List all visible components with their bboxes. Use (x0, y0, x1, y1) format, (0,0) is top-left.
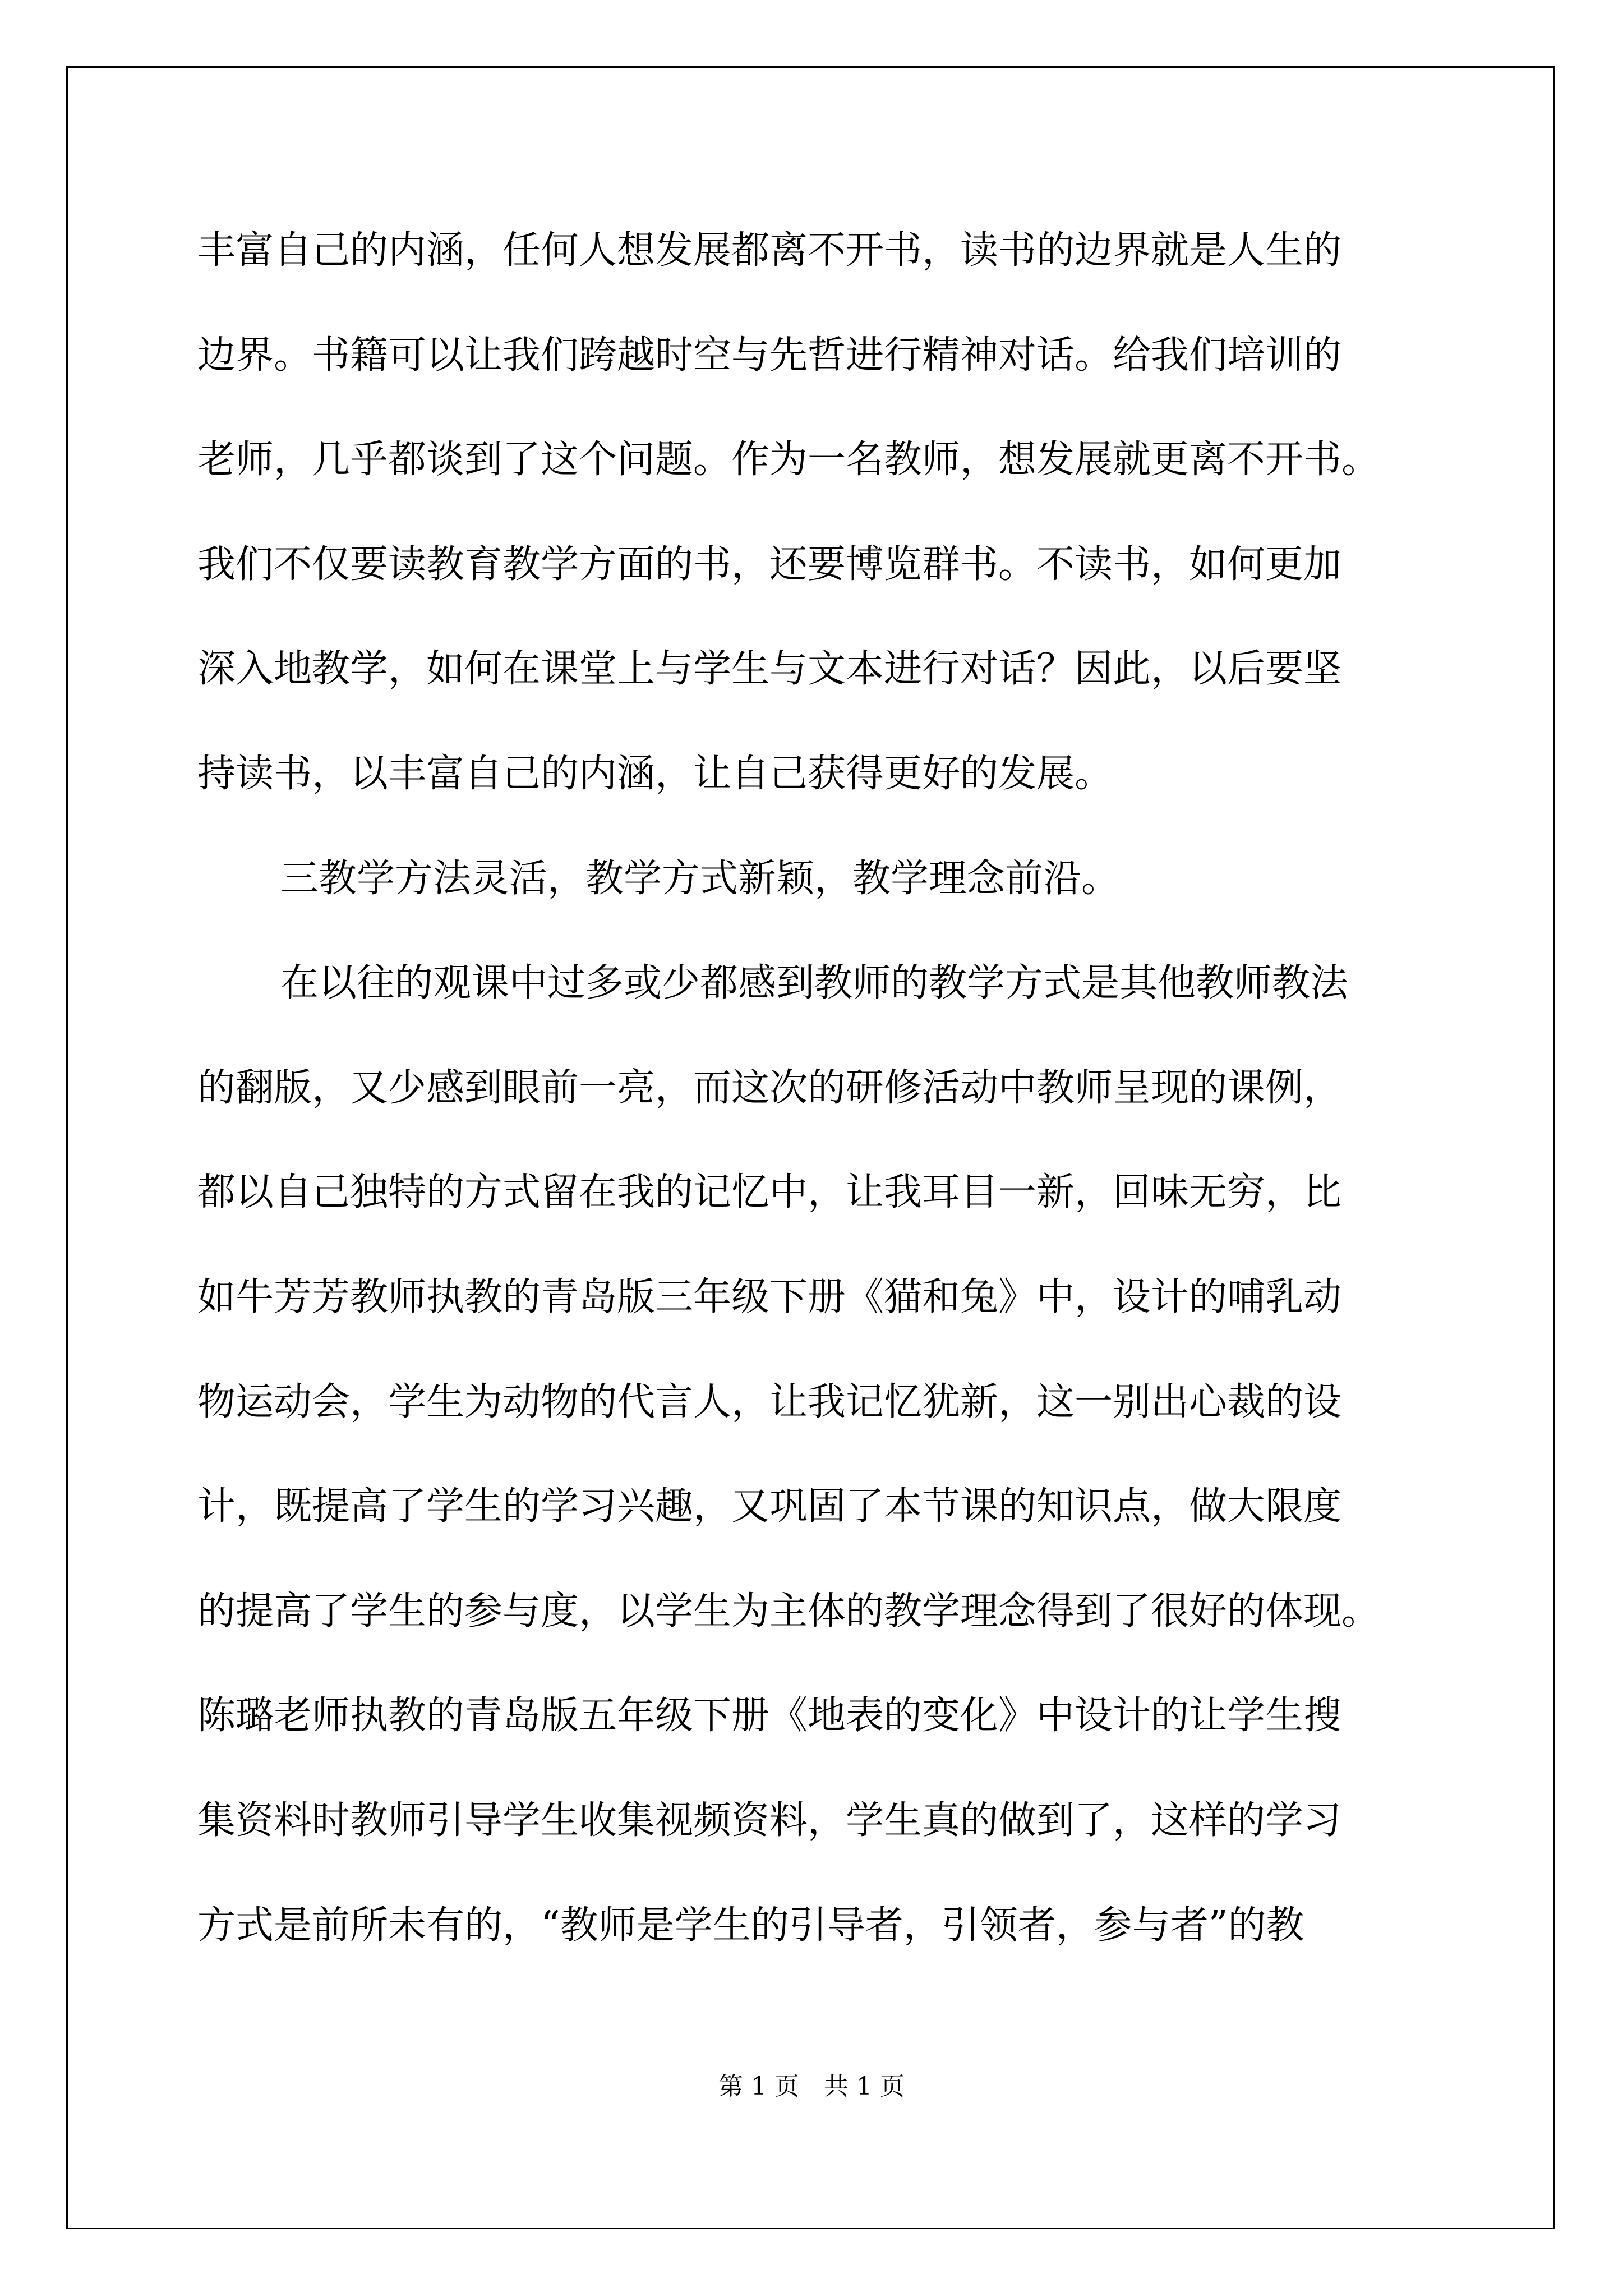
text-line: 的翻版，又少感到眼前一亮，而这次的研修活动中教师呈现的课例， (197, 1066, 1342, 1110)
text-line: 的提高了学生的参与度，以学生为主体的教学理念得到了很好的体现。 (197, 1589, 1380, 1634)
text-line: 丰富自己的内涵，任何人想发展都离不开书，读书的边界就是人生的 (197, 228, 1342, 273)
text-line: 深入地教学，如何在课堂上与学生与文本进行对话？因此，以后要坚 (197, 647, 1342, 691)
text-line: 物运动会，学生为动物的代言人，让我记忆犹新，这一别出心裁的设 (197, 1380, 1342, 1424)
text-line: 如牛芳芳教师执教的青岛版三年级下册《猫和兔》中，设计的哺乳动 (197, 1275, 1342, 1319)
text-line: 我们不仅要读教育教学方面的书，还要博览群书。不读书，如何更加 (197, 542, 1342, 587)
text-line: 在以往的观课中过多或少都感到教师的教学方式是其他教师教法 (280, 961, 1349, 1005)
text-line: 陈璐老师执教的青岛版五年级下册《地表的变化》中设计的让学生搜 (197, 1694, 1342, 1738)
text-line: 持读书，以丰富自己的内涵，让自己获得更好的发展。 (197, 752, 1113, 796)
text-line: 方式是前所未有的，“教师是学生的引导者，引领者，参与者”的教 (197, 1903, 1304, 1948)
page-footer: 第 1 页 共 1 页 (718, 2072, 905, 2101)
text-line: 计，既提高了学生的学习兴趣，又巩固了本节课的知识点，做大限度 (197, 1484, 1342, 1529)
text-line: 老师，几乎都谈到了这个问题。作为一名教师，想发展就更离不开书。 (197, 438, 1380, 482)
text-line: 边界。书籍可以让我们跨越时空与先哲进行精神对话。给我们培训的 (197, 333, 1342, 378)
text-line: 集资料时教师引导学生收集视频资料，学生真的做到了，这样的学习 (197, 1798, 1342, 1843)
section-heading: 三教学方法灵活，教学方式新颖，教学理念前沿。 (280, 857, 1120, 901)
text-line: 都以自己独特的方式留在我的记忆中，让我耳目一新，回味无穷，比 (197, 1170, 1342, 1214)
